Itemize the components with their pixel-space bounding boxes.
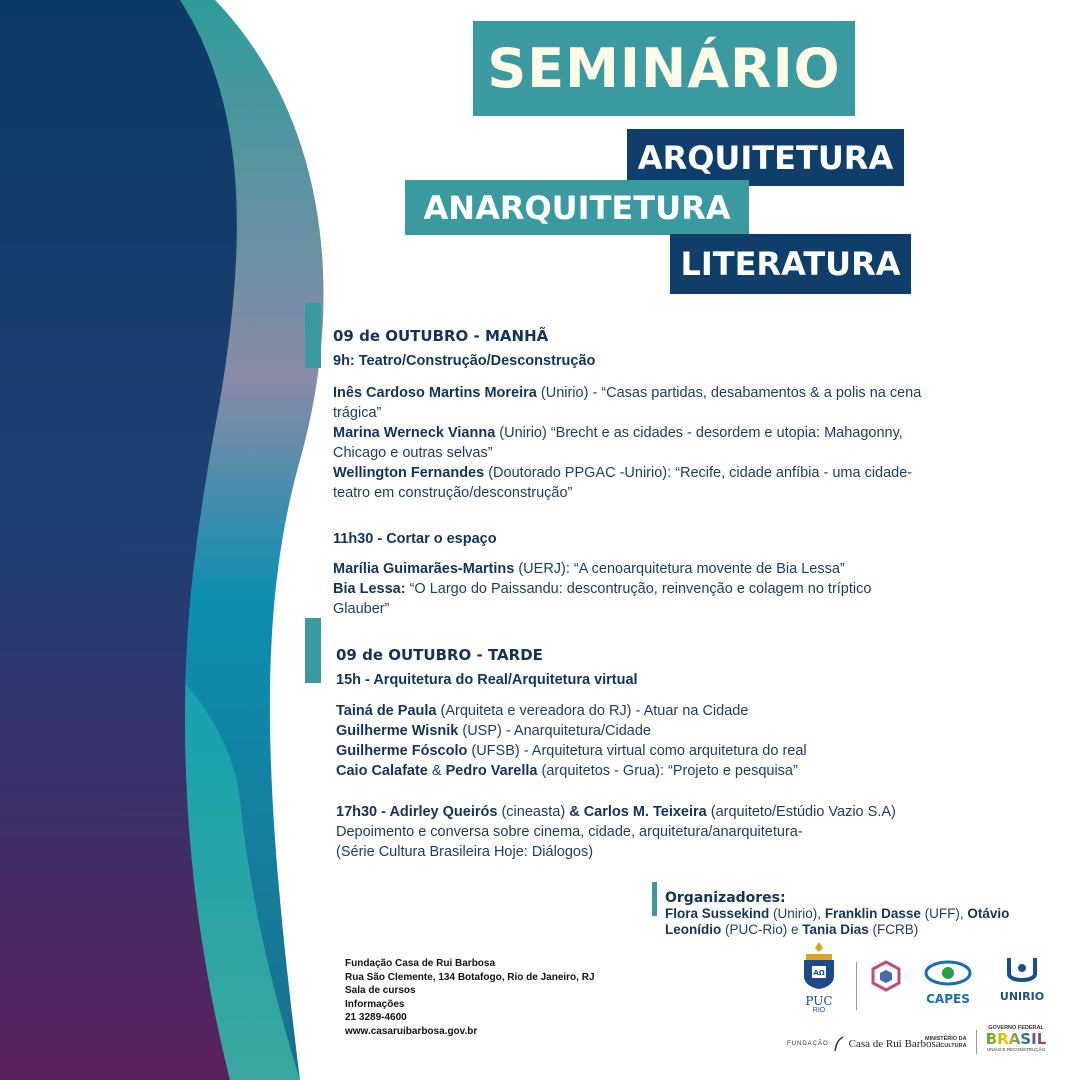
- talk-info: (UERJ): “A cenoarquitetura movente de Bia Lessa”: [514, 561, 845, 577]
- casa-label: Casa de Rui Barbosa: [848, 1038, 941, 1050]
- speaker-name: Tainá de Paula: [336, 703, 437, 719]
- svg-text:AΩ: AΩ: [813, 969, 825, 977]
- afternoon-heading: 09 de OUTUBRO - TARDE: [336, 646, 543, 664]
- talk: [336, 761, 906, 781]
- talk: [333, 463, 923, 503]
- puc-rio-logo: [793, 940, 845, 1014]
- talk-description: (Série Cultura Brasileira Hoje: Diálogos): [336, 844, 594, 860]
- speaker-name: Marília Guimarães-Martins: [333, 561, 515, 577]
- talk: [333, 383, 923, 423]
- speaker-name: Caio Calafate: [336, 763, 428, 779]
- talk-info: (USP) - Anarquitetura/Cidade: [458, 723, 651, 739]
- talk-info: “O Largo do Paissandu: descontrução, reinvenção e colagem no tríptico Glauber”: [333, 581, 872, 617]
- session-talks: [336, 701, 906, 781]
- governo-federal-logo: [982, 1025, 1050, 1052]
- website-link[interactable]: www.casaruibarbosa.gov.br: [345, 1025, 478, 1037]
- organizers-label: Organizadores:: [665, 890, 786, 906]
- speaker-name: Bia Lessa:: [333, 581, 406, 597]
- talk: [333, 423, 923, 463]
- talk-info: (cineasta): [497, 804, 570, 820]
- puc-label: PUC: [805, 994, 833, 1008]
- session-title: 15h - Arquitetura do Real/Arquitetura virtual: [336, 672, 638, 688]
- ministry-label: [925, 1036, 967, 1050]
- organizer-name: Franklin Dasse: [824, 906, 921, 921]
- talk-info: (UFSB) - Arquitetura virtual como arquitetura do real: [467, 743, 807, 759]
- speaker-name: Pedro Varella: [445, 763, 538, 779]
- speaker-name: Wellington Fernandes: [333, 465, 485, 481]
- speaker-name: & Carlos M. Teixeira: [569, 804, 707, 820]
- cube-icon: [870, 960, 902, 992]
- brasil-label: BRASIL: [982, 1031, 1050, 1047]
- organizers-list: [665, 906, 1045, 938]
- talk: [336, 802, 906, 822]
- talk: [336, 701, 906, 721]
- talk: [333, 579, 923, 619]
- talk-info: (arquiteto/Estúdio Vazio S.A): [706, 804, 896, 820]
- organizer-affiliation: (PUC-Rio) e: [721, 922, 803, 937]
- logo-divider: [856, 962, 857, 1010]
- organizer-name: Otávio Leonídio: [665, 906, 1010, 937]
- speaker-name: 17h30 - Adirley Queirós: [336, 804, 498, 820]
- morning-section: [333, 326, 923, 619]
- uniao-label: UNIÃO E RECONSTRUÇÃO: [986, 1047, 1045, 1052]
- afternoon-accent-bar: [305, 618, 321, 683]
- talk-info: (Arquiteta e vereadora do RJ) - Atuar na Cidade: [436, 703, 749, 719]
- organizer-affiliation: (FCRB): [868, 922, 919, 937]
- organizer-affiliation: (UFF),: [920, 906, 968, 921]
- ministry-line: MINISTÉRIO DA: [925, 1036, 967, 1042]
- topic-arquitetura: ARQUITETURA: [627, 129, 904, 186]
- topic-literatura: LITERATURA: [670, 234, 911, 294]
- afternoon-section: [336, 645, 906, 862]
- puc-sub: RIO: [812, 1007, 826, 1014]
- venue-name: Fundação Casa de Rui Barbosa: [345, 958, 496, 969]
- venue-room: Sala de cursos: [345, 985, 416, 996]
- talk-info: (Unirio) - “Casas partidas, desabamentos & a polis na cena trágica”: [333, 385, 922, 421]
- capes-eye-icon: [923, 958, 973, 988]
- session-talks: [333, 559, 923, 619]
- talk-description: Depoimento e conversa sobre cinema, cidade, arquitetura/anarquitetura-: [336, 824, 803, 840]
- quill-icon: [833, 1036, 845, 1052]
- crest-icon: [796, 940, 842, 990]
- talk-info: &: [427, 763, 446, 779]
- session-talks: [333, 383, 923, 503]
- phone: 21 3289-4600: [345, 1012, 407, 1023]
- info-label: Informações: [345, 998, 405, 1010]
- venue-address: Rua São Clemente, 134 Botafogo, Rio de Janeiro, RJ: [345, 971, 595, 983]
- organizer-affiliation: (Unirio),: [769, 906, 825, 921]
- session-title: 11h30 - Cortar o espaço: [333, 531, 497, 547]
- talk-info: (Doutorado PPGAC -Unirio): “Recife, cidade anfíbia - uma cidade-teatro em construção/desconstrução”: [333, 465, 913, 501]
- speaker-name: Inês Cardoso Martins Moreira: [333, 385, 537, 401]
- topic-anarquitetura: ANARQUITETURA: [405, 180, 749, 235]
- organizer-name: Flora Sussekind: [665, 906, 770, 921]
- session-talks: [336, 802, 906, 862]
- speaker-name: Guilherme Fóscolo: [336, 743, 468, 759]
- organizers-section: [665, 890, 1045, 938]
- gov-label: GOVERNO FEDERAL: [988, 1025, 1044, 1031]
- venue-info: [345, 957, 595, 1038]
- session-title: 9h: Teatro/Construção/Desconstrução: [333, 353, 596, 369]
- organizers-accent-bar: [652, 882, 657, 916]
- capes-logo: [920, 958, 976, 1005]
- organizer-name: Tania Dias: [802, 922, 869, 937]
- talk-info: (arquitetos - Grua): “Projeto e pesquisa”: [537, 763, 798, 779]
- logo-divider: [976, 1030, 977, 1054]
- talk-info: (Unirio) “Brecht e as cidades - desordem e utopia: Mahagonny, Chicago e outras selvas”: [333, 425, 903, 461]
- morning-heading: 09 de OUTUBRO - MANHÃ: [333, 327, 549, 345]
- speaker-name: Guilherme Wisnik: [336, 723, 459, 739]
- capes-label: CAPES: [926, 992, 970, 1006]
- talk: [333, 559, 923, 579]
- casa-rui-barbosa-logo: [787, 1036, 941, 1052]
- talk: [336, 721, 906, 741]
- fundacao-label: FUNDAÇÃO: [787, 1041, 829, 1047]
- seminar-title: SEMINÁRIO: [473, 21, 855, 116]
- unirio-logo: [995, 956, 1049, 1002]
- department-logo: [870, 960, 902, 997]
- speaker-name: Marina Werneck Vianna: [333, 425, 496, 441]
- unirio-emblem-icon: [1005, 956, 1039, 986]
- unirio-label: UNIRIO: [999, 990, 1045, 1003]
- talk: [336, 741, 906, 761]
- decorative-waves: [0, 0, 360, 1080]
- morning-accent-bar: [305, 303, 321, 368]
- ministry-line: CULTURA: [940, 1043, 967, 1049]
